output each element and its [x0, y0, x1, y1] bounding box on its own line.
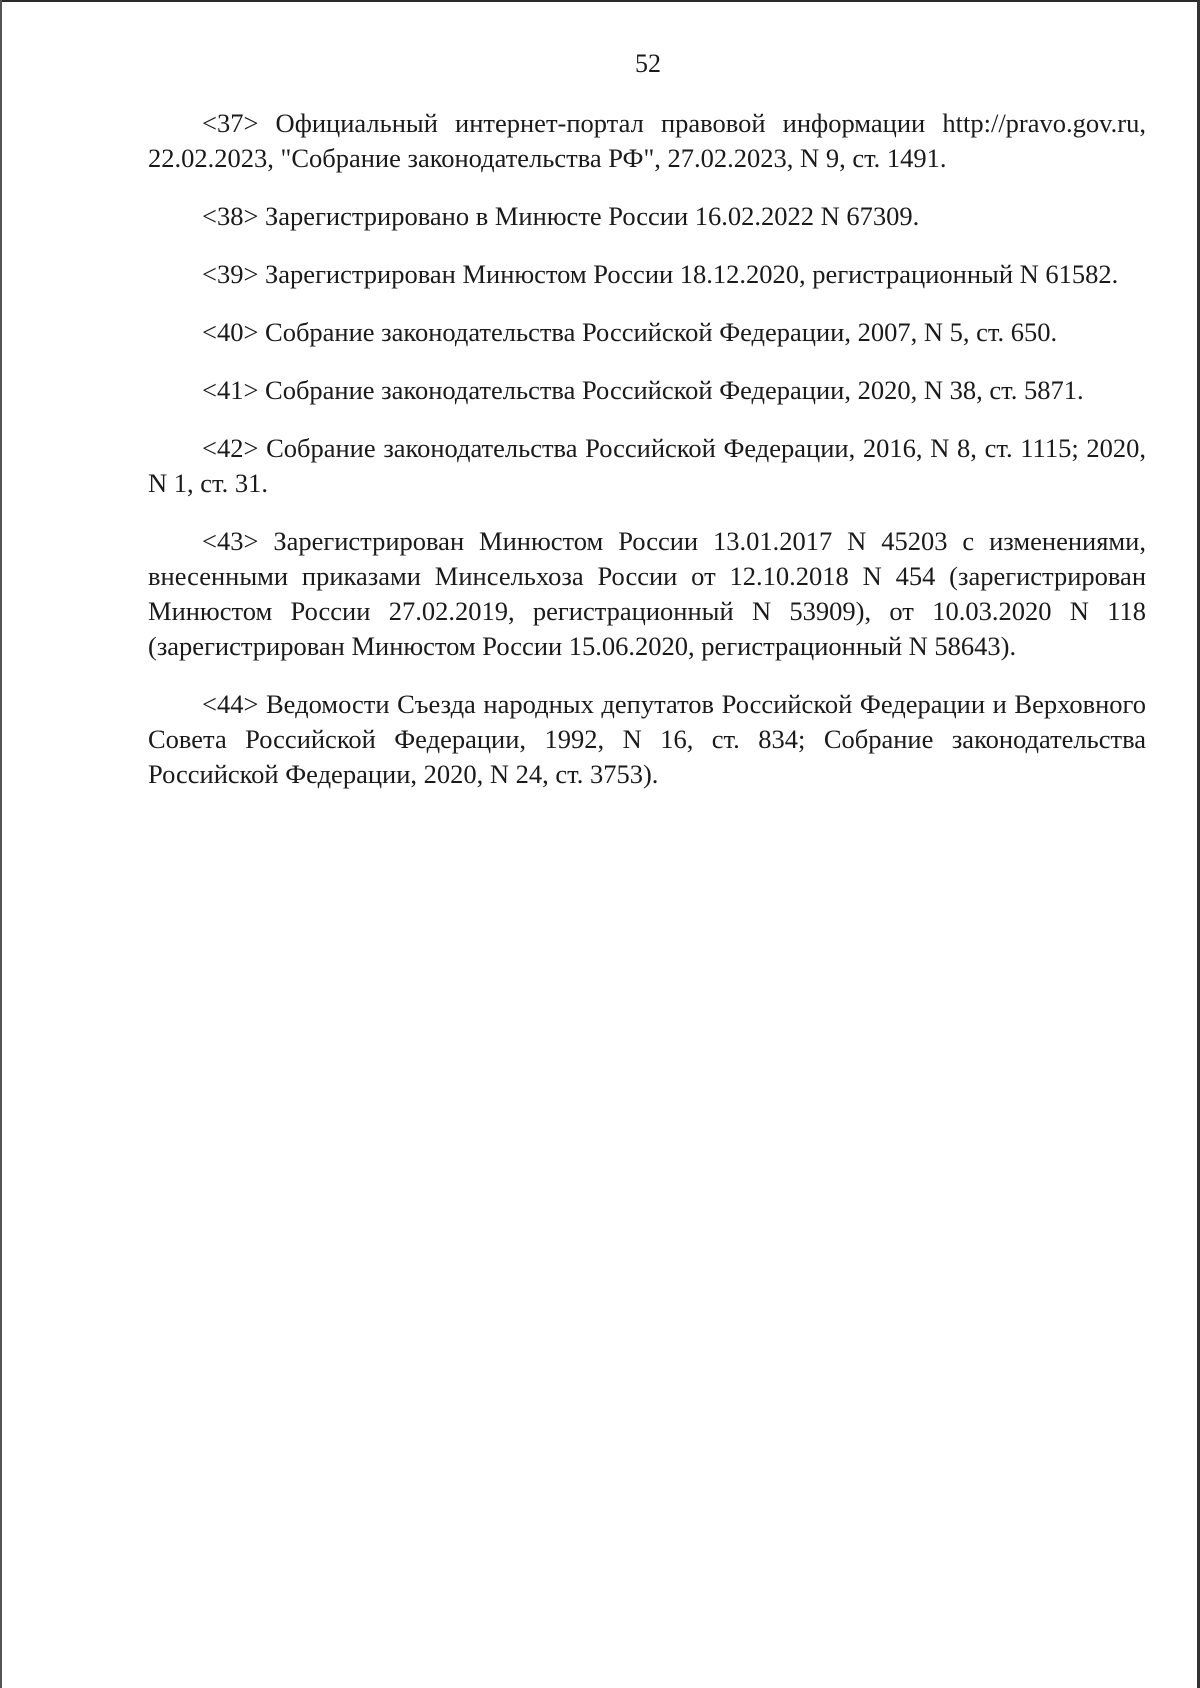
footnote-39: <39> Зарегистрирован Минюстом России 18.12.2020, регистрационный N 61582. [202, 259, 1119, 289]
footnote-41: <41> Собрание законодательства Российской Федерации, 2020, N 38, ст. 5871. [202, 375, 1084, 405]
scan-border-left [0, 0, 2, 1688]
footnote-40: <40> Собрание законодательства Российской Федерации, 2007, N 5, ст. 650. [202, 317, 1058, 347]
footnote-44: <44> Ведомости Съезда народных депутатов Российской Федерации и Верховного Совета Российской Федерации, 1992, N 16, ст. 834; Собрание законодательства Российской Федерации, 2020, N 24, ст. 3753). [148, 689, 1146, 789]
footnote-38: <38> Зарегистрировано в Минюсте России 16.02.2022 N 67309. [202, 201, 920, 231]
scan-border-top [0, 0, 1200, 2]
footnote-37: <37> Официальный интернет-портал правовой информации http://pravo.gov.ru, 22.02.2023, "Собрание законодательства РФ", 27.02.2023, N 9, ст. 1491. [148, 108, 1146, 173]
page-number: 52 [635, 49, 661, 78]
footnote-43: <43> Зарегистрирован Минюстом России 13.01.2017 N 45203 с изменениями, внесенными приказами Минсельхоза России от 12.10.2018 N 454 (зарегистрирован Минюстом России 27.02.2019, регистрационный N 53909), от 10.03.2020 N 118 (зарегистрирован Минюстом России 15.06.2020, регистрационный N 58643). [148, 526, 1146, 661]
footnote-42: <42> Собрание законодательства Российской Федерации, 2016, N 8, ст. 1115; 2020, N 1, ст. 31. [148, 433, 1146, 498]
footnotes-list [148, 106, 1146, 815]
